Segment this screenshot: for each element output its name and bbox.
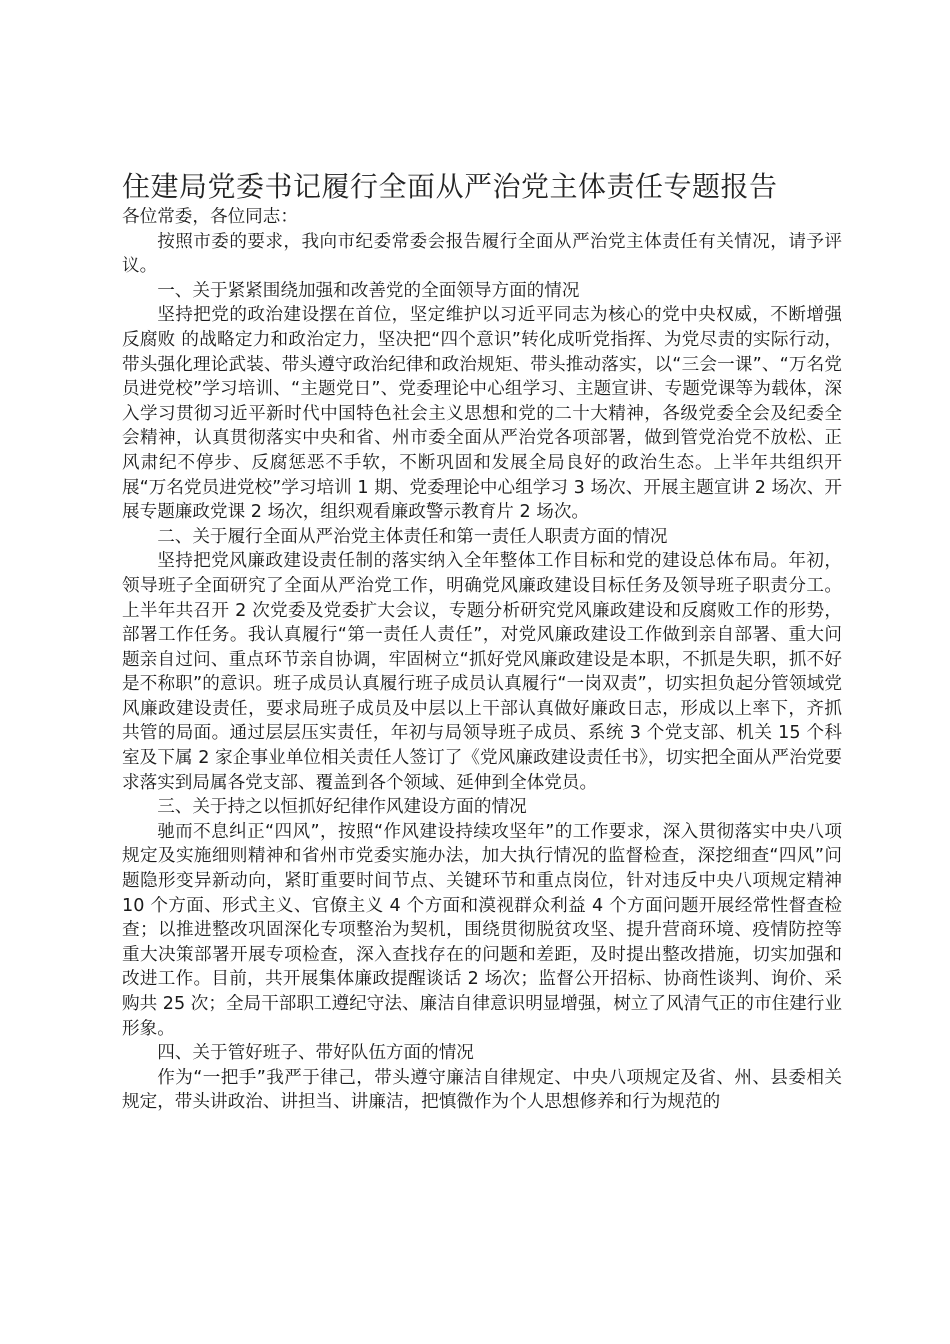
section-3-heading: 三、关于持之以恒抓好纪律作风建设方面的情况 [157,797,527,818]
salutation: 各位常委，各位同志： [122,207,298,227]
section-2-heading: 二、关于履行全面从严治党主体责任和第一责任人职责方面的情况 [157,526,668,547]
section-2-body: 坚持把党风廉政建设责任制的落实纳入全年整体工作目标和党的建设总体布局。年初，领导班子全面研究了全面从严治党工作，明确党风廉政建设目标任务及领导班子职责分工。上半年共召开 2 次党委及党委扩大会议，专题分析研究党风廉政建设和反腐败工作的形势，部署工作任务。我认真履行“第一责任人责任”，对党风廉政建设工作做到亲自部署、重大问题亲自过问、重点环节亲自协调，牢固树立“抓好党风廉政建设是本职，不抓是失职，抓不好是不称职”的意识。班子成员认真履行班子成员认真履行“一岗双责”，切实担负起分管领域党风廉政建设责任，要求局班子成员及中层以上干部认真做好廉政日志，形成以上率下，齐抓共管的局面。通过层层压实责任，年初与局领导班子成员、系统 3 个党支部、机关 15 个科室及下属 2 家企事业单位相关责任人签订了《党风廉政建设责任书》，切实把全面从严治党要求落实到局属各党支部、覆盖到各个领域、延伸到全体党员。 [122,551,842,793]
section-1-body: 坚持把党的政治建设摆在首位，坚定维护以习近平同志为核心的党中央权威，不断增强反腐败 的战略定力和政治定力，坚决把“四个意识”转化成听党指挥、为党尽责的实际行动，带头强化理论武装、带头遵守政治纪律和政治规矩、带头推动落实，以“三会一课”、“万名党员进党校”学习培训、“主题党日”、党委理论中心组学习、主题宣讲、专题党课等为载体，深入学习贯彻习近平新时代中国特色社会主义思想和党的二十大精神，各级党委全会及纪委全会精神，认真贯彻落实中央和省、州市委全面从严治党各项部署，做到管党治党不放松、正风肃纪不停步、反腐惩恶不手软，不断巩固和发展全局良好的政治生态。上半年共组织开展“万名党员进党校”学习培训 1 期、党委理论中心组学习 3 场次、开展主题宣讲 2 场次、开展专题廉政党课 2 场次，组织观看廉政警示教育片 2 场次。 [122,305,842,523]
section-4-body: 作为“一把手”我严于律己，带头遵守廉洁自律规定、中央八项规定及省、州、县委相关规定，带头讲政治、讲担当、讲廉洁，把慎微作为个人思想修养和行为规范的 [122,1067,842,1113]
section-3-body: 驰而不息纠正“四风”，按照“作风建设持续攻坚年”的工作要求，深入贯彻落实中央八项规定及实施细则精神和省州市党委实施办法，加大执行情况的监督检查，深挖细查“四风”问题隐形变异新动向，紧盯重要时间节点、关键环节和重点岗位，针对违反中央八项规定精神 10 个方面、形式主义、官僚主义 4 个方面和漠视群众利益 4 个方面问题开展经常性督查检查；以推进整改巩固深化专项整治为契机，围绕贯彻脱贫攻坚、提升营商环境、疫情防控等重大决策部署开展专项检查，深入查找存在的问题和差距，及时提出整改措施，切实加强和改进工作。目前，共开展集体廉政提醒谈话 2 场次；监督公开招标、协商性谈判、询价、采购共 25 次；全局干部职工遵纪守法、廉洁自律意识明显增强，树立了风清气正的市住建行业形象。 [122,821,842,1039]
section-4-heading: 四、关于管好班子、带好队伍方面的情况 [157,1043,474,1064]
section-1-heading: 一、关于紧紧围绕加强和改善党的全面领导方面的情况 [157,280,580,301]
document-title: 住建局党委书记履行全面从严治党主体责任专题报告 [122,169,778,203]
intro-paragraph: 按照市委的要求，我向市纪委常委会报告履行全面从严治党主体责任有关情况，请予评议。 [122,231,842,277]
document-body [122,205,842,1115]
